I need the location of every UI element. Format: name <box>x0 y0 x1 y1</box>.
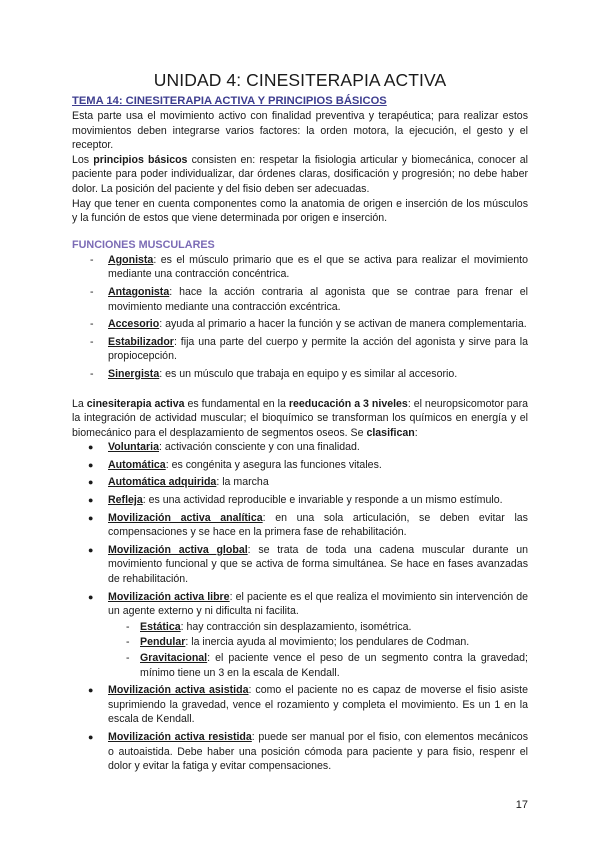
intro-paragraph-2: Los principios básicos consisten en: respetar la fisiologia articular y biomecánica, conocer al paciente para poder individualizar, dar órdenes claras, dosificación y progresión; no debe haber dolor. La posición del paciente y del fisio deben ser adecuadas. <box>72 153 528 195</box>
document-page <box>72 70 528 777</box>
clasificacion-list <box>72 440 528 773</box>
sub-list-item: - Pendular: la inercia ayuda al movimiento; los pendulares de Codman. <box>126 635 528 650</box>
section-subtitle: TEMA 14: CINESITERAPIA ACTIVA Y PRINCIPIOS BÁSICOS <box>72 95 387 107</box>
list-item: ● Movilización activa asistida: como el paciente no es capaz de moverse el fisio asiste suprimiendo la gravedad, vence el rozamiento y completa el movimiento. Es un 1 en la escala de Kendall. <box>88 683 528 727</box>
list-item: - Sinergista: es un músculo que trabaja en equipo y es similar al accesorio. <box>90 367 528 382</box>
funciones-heading: FUNCIONES MUSCULARES <box>72 238 215 251</box>
list-item: - Estabilizador: fija una parte del cuerpo y permite la acción del agonista y sirve para la propiocepción. <box>90 335 528 364</box>
page-number: 17 <box>515 799 528 811</box>
list-item: ● Movilización activa global: se trata de toda una cadena muscular durante un movimiento funcional y que se activa de forma simultánea. Se hace en fases avanzadas de rehabilitación. <box>88 543 528 587</box>
list-item: - Antagonista: hace la acción contraria al agonista que se contrae para frenar el movimiento mediante una contracción excéntrica. <box>90 285 528 314</box>
list-item: ● Movilización activa libre: el paciente es el que realiza el movimiento sin intervención de un agente externo y ni dificulta ni facilita. - Estática: hay contracción sin desplazamiento, isométrica. - Pendular: la inercia ayuda al movimiento; los pendulares de Codman. - Gravitacional: el paciente vence el peso de un segmento contra la gravedad; mínimo tiene un 3 en la escala de Kendall. <box>88 590 528 681</box>
sub-list-item: - Estática: hay contracción sin desplazamiento, isométrica. <box>126 620 528 635</box>
page-title: UNIDAD 4: CINESITERAPIA ACTIVA <box>153 70 447 90</box>
libre-sublist <box>108 620 528 680</box>
list-item: ● Movilización activa resistida: puede ser manual por el fisio, con elementos mecánicos o autoaistida. Debe haber una posición cómoda para paciente y para fisio, respenr el dolor y evitar la fatiga y evitar compensaciones. <box>88 730 528 774</box>
sub-list-item: - Gravitacional: el paciente vence el peso de un segmento contra la gravedad; mínimo tiene un 3 en la escala de Kendall. <box>126 651 528 680</box>
intro-paragraph-1: Esta parte usa el movimiento activo con finalidad preventiva y terapéutica; para realizar estos movimientos deben integrarse varios factores: la orden motora, la ejecución, el gesto y el receptor. <box>72 110 528 152</box>
list-item: ● Movilización activa analítica: en una sola articulación, se deben evitar las compensaciones y se hace en la primera fase de rehabilitación. <box>88 511 528 540</box>
list-item: ● Automática adquirida: la marcha <box>88 475 528 490</box>
list-item: ● Refleja: es una actividad reproducible e invariable y responde a un mismo estímulo. <box>88 493 528 508</box>
funciones-list <box>72 253 528 382</box>
cinesiterapia-paragraph: La cinesiterapia activa es fundamental en la reeducación a 3 niveles: el neuropsicomotor para la integración de actividad muscular; el bioquímico se transforman los químicos en energía y el biomecánico para el desplazamiento de segmentos oseos. Se clasifican: <box>72 397 528 439</box>
list-item: - Agonista: es el músculo primario que es el que se activa para realizar el movimiento mediante una contracción concéntrica. <box>90 253 528 282</box>
list-item: - Accesorio: ayuda al primario a hacer la función y se activan de manera complementaria. <box>90 317 528 332</box>
list-item: ● Automática: es congénita y asegura las funciones vitales. <box>88 458 528 473</box>
intro-paragraph-3: Hay que tener en cuenta componentes como la anatomia de origen e inserción de los músculos y la función de estos que viene determinada por origen e inserción. <box>72 197 528 225</box>
list-item: ● Voluntaria: activación consciente y con una finalidad. <box>88 440 528 455</box>
